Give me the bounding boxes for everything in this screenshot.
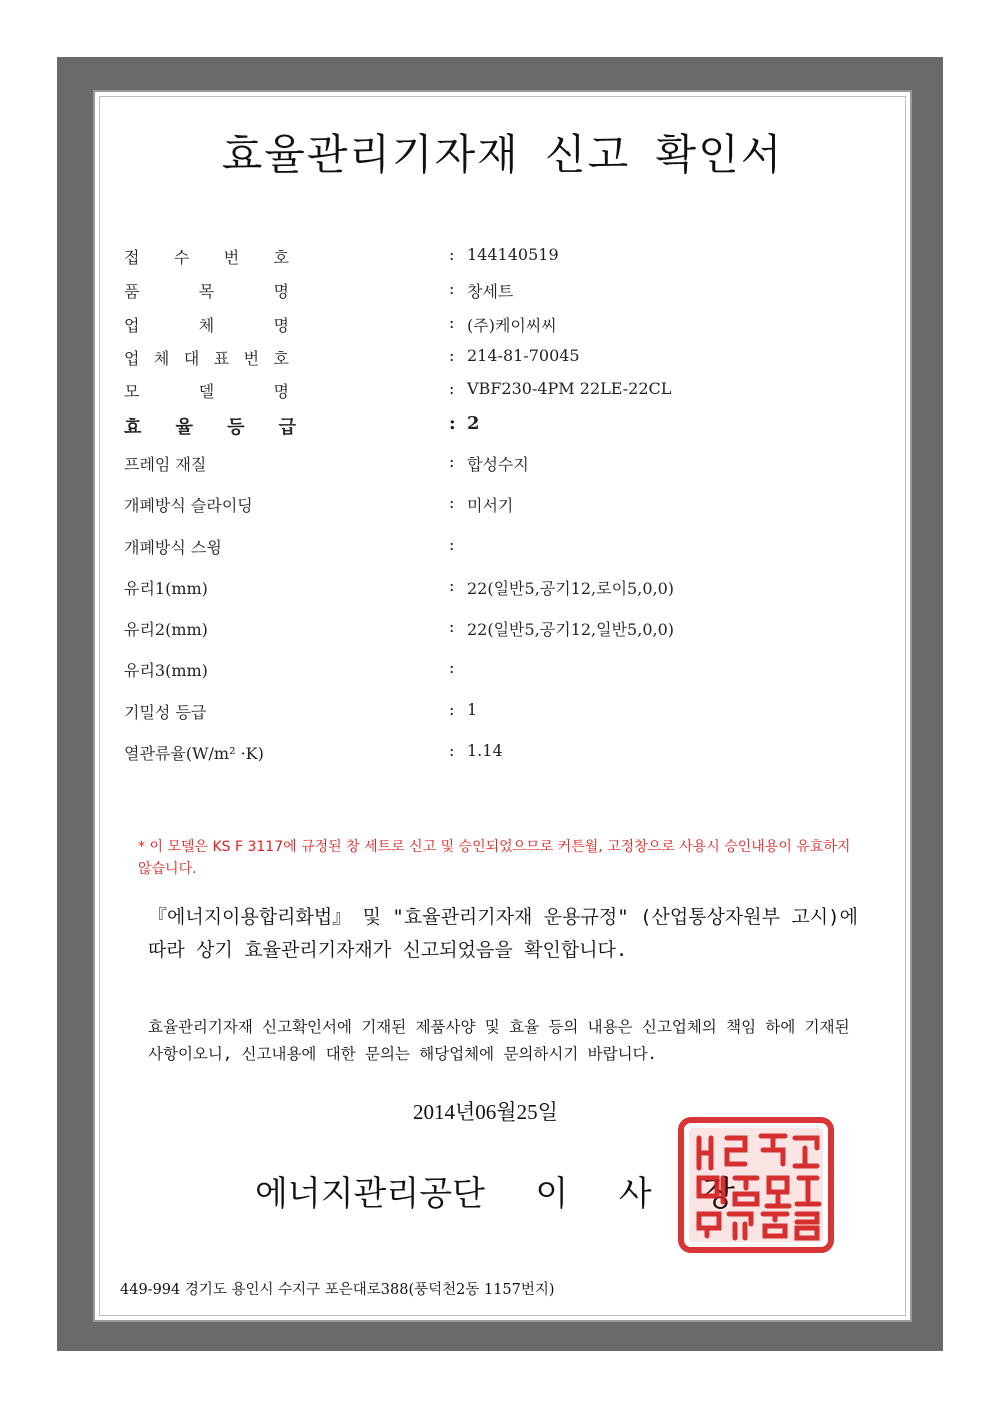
field-value: 미서기 [467,496,514,515]
field-row [124,245,884,275]
field-value: 22(일반5,공기12,일반5,0,0) [467,620,675,639]
field-value: 2 [467,413,480,434]
field-row [124,493,884,523]
disclaimer-text: 효율관리기자재 신고확인서에 기재된 제품사양 및 효율 등의 내용은 신고업체의 책임 하에 기재된 사항이오니, 신고내용에 대한 문의는 해당업체에 문의하시기 바랍니다. [148,1018,850,1063]
field-label: 품 목 명 [124,282,289,301]
field-colon: : [449,379,455,398]
field-colon: : [449,452,455,471]
field-row [124,535,884,565]
document-title: 효율관리기자재 신고 확인서 [221,130,784,179]
field-row [124,413,884,443]
field-value: (주)케이씨씨 [467,316,557,335]
confirmation-statement: 『에너지이용합리화법』 및 "효율관리기자재 운용규정" (산업통상자원부 고시)에 따라 상기 효율관리기자재가 신고되었음을 확인합니다. [148,906,858,961]
field-label: 기밀성 등급 [124,703,207,722]
field-row [124,658,884,688]
field-colon: : [449,658,455,677]
field-row [124,379,884,409]
issuer-title-char-1: 이 [535,1174,569,1214]
field-colon: : [449,313,455,332]
field-label: 개폐방식 슬라이딩 [124,496,253,515]
field-label: 업 체 명 [124,316,289,335]
field-colon: : [449,741,455,760]
field-value: 1 [467,700,478,719]
notice-text: * 이 모델은 KS F 3117에 규정된 창 세트로 신고 및 승인되었으므로 커튼월, 고정창으로 사용시 승인내용이 유효하지 않습니다. [138,839,851,877]
field-colon: : [449,493,455,512]
field-row [124,313,884,343]
field-row [124,279,884,309]
field-colon: : [449,617,455,636]
field-label: 열관류율(W/m² ·K) [124,744,264,763]
field-row [124,346,884,376]
field-colon: : [449,700,455,719]
field-label: 유리1(mm) [124,579,208,598]
field-colon: : [449,576,455,595]
field-row [124,617,884,647]
field-label: 개폐방식 스윙 [124,538,222,557]
issuer-org: 에너지관리공단 [255,1174,485,1214]
field-label: 효 율 등 급 [124,417,296,438]
field-value: 합성수지 [467,455,529,474]
field-value: 22(일반5,공기12,로이5,0,0) [467,579,675,598]
field-row [124,741,884,771]
field-colon: : [449,346,455,365]
field-colon: : [449,279,455,298]
official-seal-stamp [677,1116,835,1254]
field-colon: : [449,413,456,434]
field-value: 창세트 [467,282,514,301]
field-value: 214-81-70045 [467,346,580,365]
field-label: 유리2(mm) [124,620,208,639]
field-value: VBF230-4PM 22LE-22CL [467,379,672,398]
field-label: 모 델 명 [124,382,289,401]
field-label: 프레임 재질 [124,455,207,474]
field-label: 유리3(mm) [124,661,208,680]
issuer-title-char-2: 사 [618,1174,652,1214]
field-label: 업 체 대 표 번 호 [124,349,289,368]
field-row [124,700,884,730]
field-colon: : [449,245,455,264]
field-colon: : [449,535,455,554]
issuer-address: 449-994 경기도 용인시 수지구 포은대로388(풍덕천2동 1157번지) [120,1282,555,1298]
field-label: 접 수 번 호 [124,248,289,267]
field-value: 144140519 [467,245,559,264]
field-row [124,576,884,606]
issuer-signature-line [255,1166,735,1215]
issuer-title-char-3: 장 [702,1174,735,1214]
issue-date: 2014년06월25일 [413,1100,558,1124]
field-row [124,452,884,482]
field-value: 1.14 [467,741,503,760]
